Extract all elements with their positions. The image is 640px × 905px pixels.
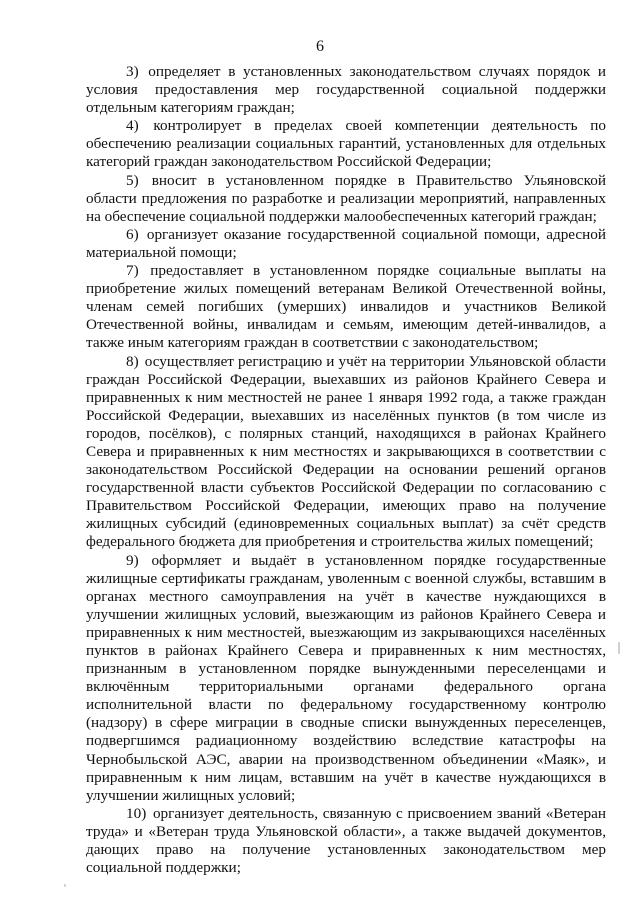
list-item-number: 3) (126, 63, 139, 80)
list-item-number: 9) (126, 551, 139, 569)
list-item-text: предоставляет в установленном порядке социальные выплаты на приобретение жилых помещений ветеранам Великой Отечественной войны, членам семей погибших (умерших) инвалидов и участников Великой Отечественной войны, инвалидам и семьям, имеющим детей-инвалидов, а также иным категориям граждан в соответствии с законодательством; (86, 262, 607, 352)
list-item-text: вносит в установленном порядке в Правительство Ульяновской области предложения по разработке и реализации мероприятий, направленных на обеспечение социальной поддержки малообеспеченных категорий граждан; (86, 171, 606, 225)
list-item-number: 10) (126, 804, 147, 822)
page-number: 6 (316, 38, 324, 55)
list-item-number: 6) (126, 225, 139, 243)
list-item (86, 262, 606, 352)
list-item-number: 7) (126, 262, 139, 280)
list-item (86, 552, 606, 805)
list-item (86, 353, 606, 552)
list-item-text: организует деятельность, связанную с присвоением званий «Ветеран труда» и «Ветеран труда Ульяновской области», а также выдачей документов, дающих право на получение установленных законодательством мер социальной поддержки; (86, 804, 606, 877)
list-item (86, 117, 606, 171)
scan-artifact (64, 884, 66, 887)
list-item-text: оформляет и выдаёт в установленном порядке государственные жилищные сертификаты гражданам, уволенным с военной службы, вставшим в органах местного самоуправления на учёт в качестве нуждающихся в улучшении жилищных условий, выезжающим из районов Крайнего Севера и приравненных к ним местностей, выезжающим из закрывающихся населённых пунктов в районах Крайнего Севера и приравненных к ним местностях, признанным в установленном порядке вынужденными переселенцами и включённым территориальными органами федерального органа исполнительной власти по федеральному государственному контролю (надзору) в сфере миграции в сводные списки вынужденных переселенцев, подвергшимся радиационному воздействию вследствие катастрофы на Чернобыльской АЭС, аварии на производственном объединении «Маяк», и приравненным к ним лицам, вставшим на учёт в качестве нуждающихся в улучшении жилищных условий; (86, 551, 606, 804)
list-item-number: 8) (126, 352, 139, 370)
document-body (86, 63, 606, 877)
list-item (86, 172, 606, 226)
list-item-number: 4) (126, 117, 139, 135)
list-item (86, 226, 606, 262)
list-item-number: 5) (126, 171, 139, 189)
list-item-text: организует оказание государственной социальной помощи, адресной материальной помощи; (86, 225, 607, 261)
list-item-text: осуществляет регистрацию и учёт на территории Ульяновской области граждан Российской Федерации, выехавших из районов Крайнего Севера и приравненных к ним местностей не ранее 1 января 1992 года, а также граждан Российской Федерации, выехавших из населённых пунктов (в том числе из городов, посёлков), с полярных станций, находящихся в районах Крайнего Севера и приравненных к ним местностях и закрывающихся в соответствии с законодательством Российской Федерации на основании решений органов государственной власти субъектов Российской Федерации по согласованию с Правительством Российской Федерации, имеющих право на получение жилищных субсидий (единовременных социальных выплат) за счёт средств федерального бюджета для приобретения и строительства жилых помещений; (86, 352, 606, 551)
scan-artifact (618, 642, 620, 654)
list-item (86, 63, 606, 117)
list-item (86, 805, 606, 877)
list-item-text: контролирует в пределах своей компетенции деятельность по обеспечению реализации социальных гарантий, установленных для отдельных категорий граждан законодательством Российской Федерации; (86, 117, 606, 171)
list-item-text: определяет в установленных законодательством случаях порядок и условия предоставления мер государственной социальной поддержки отдельным категориям граждан; (86, 63, 607, 117)
